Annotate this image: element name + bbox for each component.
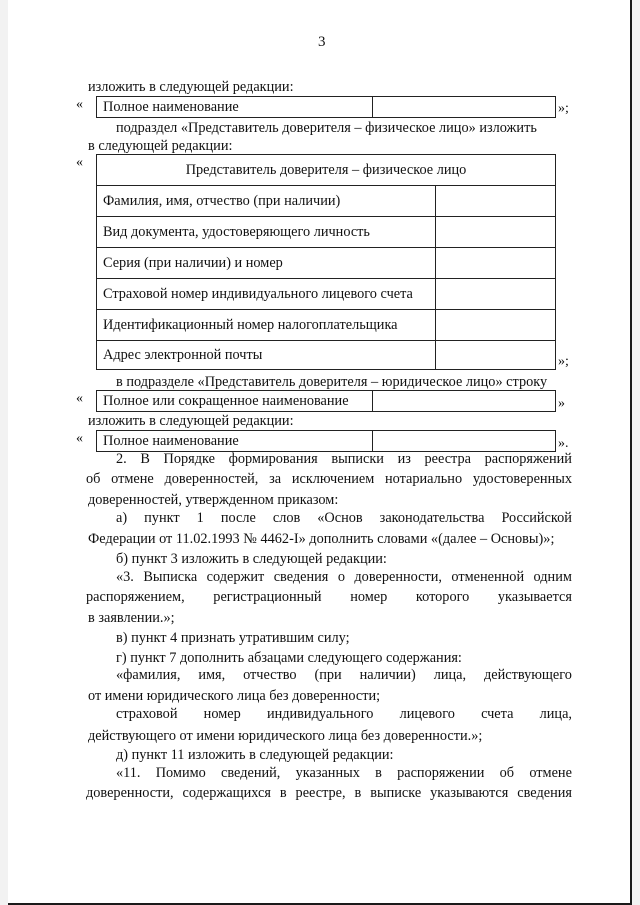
text-line: изложить в следующей редакции: xyxy=(88,413,294,429)
close-quote: » xyxy=(558,396,565,411)
table-full-name-1 xyxy=(96,96,556,118)
table-cell-label: Полное наименование xyxy=(97,431,373,451)
table-row xyxy=(97,279,555,310)
text-line: подраздел «Представитель доверителя – физическое лицо» изложить xyxy=(116,120,537,136)
open-quote: « xyxy=(76,155,83,170)
open-quote: « xyxy=(76,431,83,446)
close-quote: »; xyxy=(558,101,569,116)
table-cell-value xyxy=(435,217,555,247)
table-cell-label: Фамилия, имя, отчество (при наличии) xyxy=(103,192,341,209)
justified-line: об отмене доверенностей, за исключением нотариально удостоверенных xyxy=(86,471,572,487)
justified-line: а) пункт 1 после слов «Основ законодательства Российской xyxy=(116,510,572,526)
table-cell-label: Полное или сокращенное наименование xyxy=(97,391,373,411)
table-cell-label: Адрес электронной почты xyxy=(103,347,263,363)
justified-line: «11. Помимо сведений, указанных в распоряжении об отмене xyxy=(116,765,572,781)
text-line: в заявлении.»; xyxy=(88,610,175,626)
justified-line: «3. Выписка содержит сведения о доверенности, отмененной одним xyxy=(116,569,572,585)
text-line: в следующей редакции: xyxy=(88,138,233,154)
table-row xyxy=(97,310,555,341)
close-quote: »; xyxy=(558,354,569,369)
table-cell-label: Идентификационный номер налогоплательщика xyxy=(103,316,398,333)
text-line: действующего от имени юридического лица без доверенности.»; xyxy=(88,728,483,744)
close-quote: ». xyxy=(558,436,569,451)
text-line: д) пункт 11 изложить в следующей редакции: xyxy=(116,747,394,763)
table-full-or-short-name xyxy=(96,390,556,412)
text-line: от имени юридического лица без доверенности; xyxy=(88,688,381,704)
table-cell-value xyxy=(435,341,555,370)
table-cell-value xyxy=(435,310,555,340)
justified-line: страховой номер индивидуального лицевого счета лица, xyxy=(116,706,572,722)
table-cell-label: Полное наименование xyxy=(97,97,373,117)
table-full-name-2 xyxy=(96,430,556,452)
justified-line: «фамилия, имя, отчество (при наличии) лица, действующего xyxy=(116,667,572,683)
table-cell-label: Серия (при наличии) и номер xyxy=(103,254,283,271)
table-cell-value xyxy=(435,279,555,309)
text-line: изложить в следующей редакции: xyxy=(88,79,294,95)
justified-line: доверенности, содержащихся в реестре, в выписке указываются сведения xyxy=(86,785,572,801)
open-quote: « xyxy=(76,391,83,406)
page-number: 3 xyxy=(318,34,326,50)
text-line: в подразделе «Представитель доверителя – юридическое лицо» строку xyxy=(116,374,548,390)
table-cell-label: Страховой номер индивидуального лицевого счета xyxy=(103,285,413,302)
table-row xyxy=(97,341,555,370)
text-line: б) пункт 3 изложить в следующей редакции: xyxy=(116,551,387,567)
text-line: г) пункт 7 дополнить абзацами следующего содержания: xyxy=(116,650,462,666)
table-row xyxy=(97,248,555,279)
justified-line: распоряжением, регистрационный номер которого указывается xyxy=(86,589,572,605)
justified-line: 2. В Порядке формирования выписки из реестра распоряжений xyxy=(116,451,572,467)
open-quote: « xyxy=(76,97,83,112)
table-header: Представитель доверителя – физическое лицо xyxy=(97,155,555,186)
table-representative-individual xyxy=(96,154,556,370)
table-cell-label: Вид документа, удостоверяющего личность xyxy=(103,223,370,240)
table-cell-value xyxy=(435,186,555,216)
table-cell-value xyxy=(435,248,555,278)
text-line: Федерации от 11.02.1993 № 4462-I» дополнить словами «(далее – Основы)»; xyxy=(88,531,555,547)
text-line: доверенностей, утвержденном приказом: xyxy=(88,492,339,508)
table-row xyxy=(97,217,555,248)
table-row xyxy=(97,186,555,217)
text-line: в) пункт 4 признать утратившим силу; xyxy=(116,630,350,646)
document-page xyxy=(8,0,632,905)
